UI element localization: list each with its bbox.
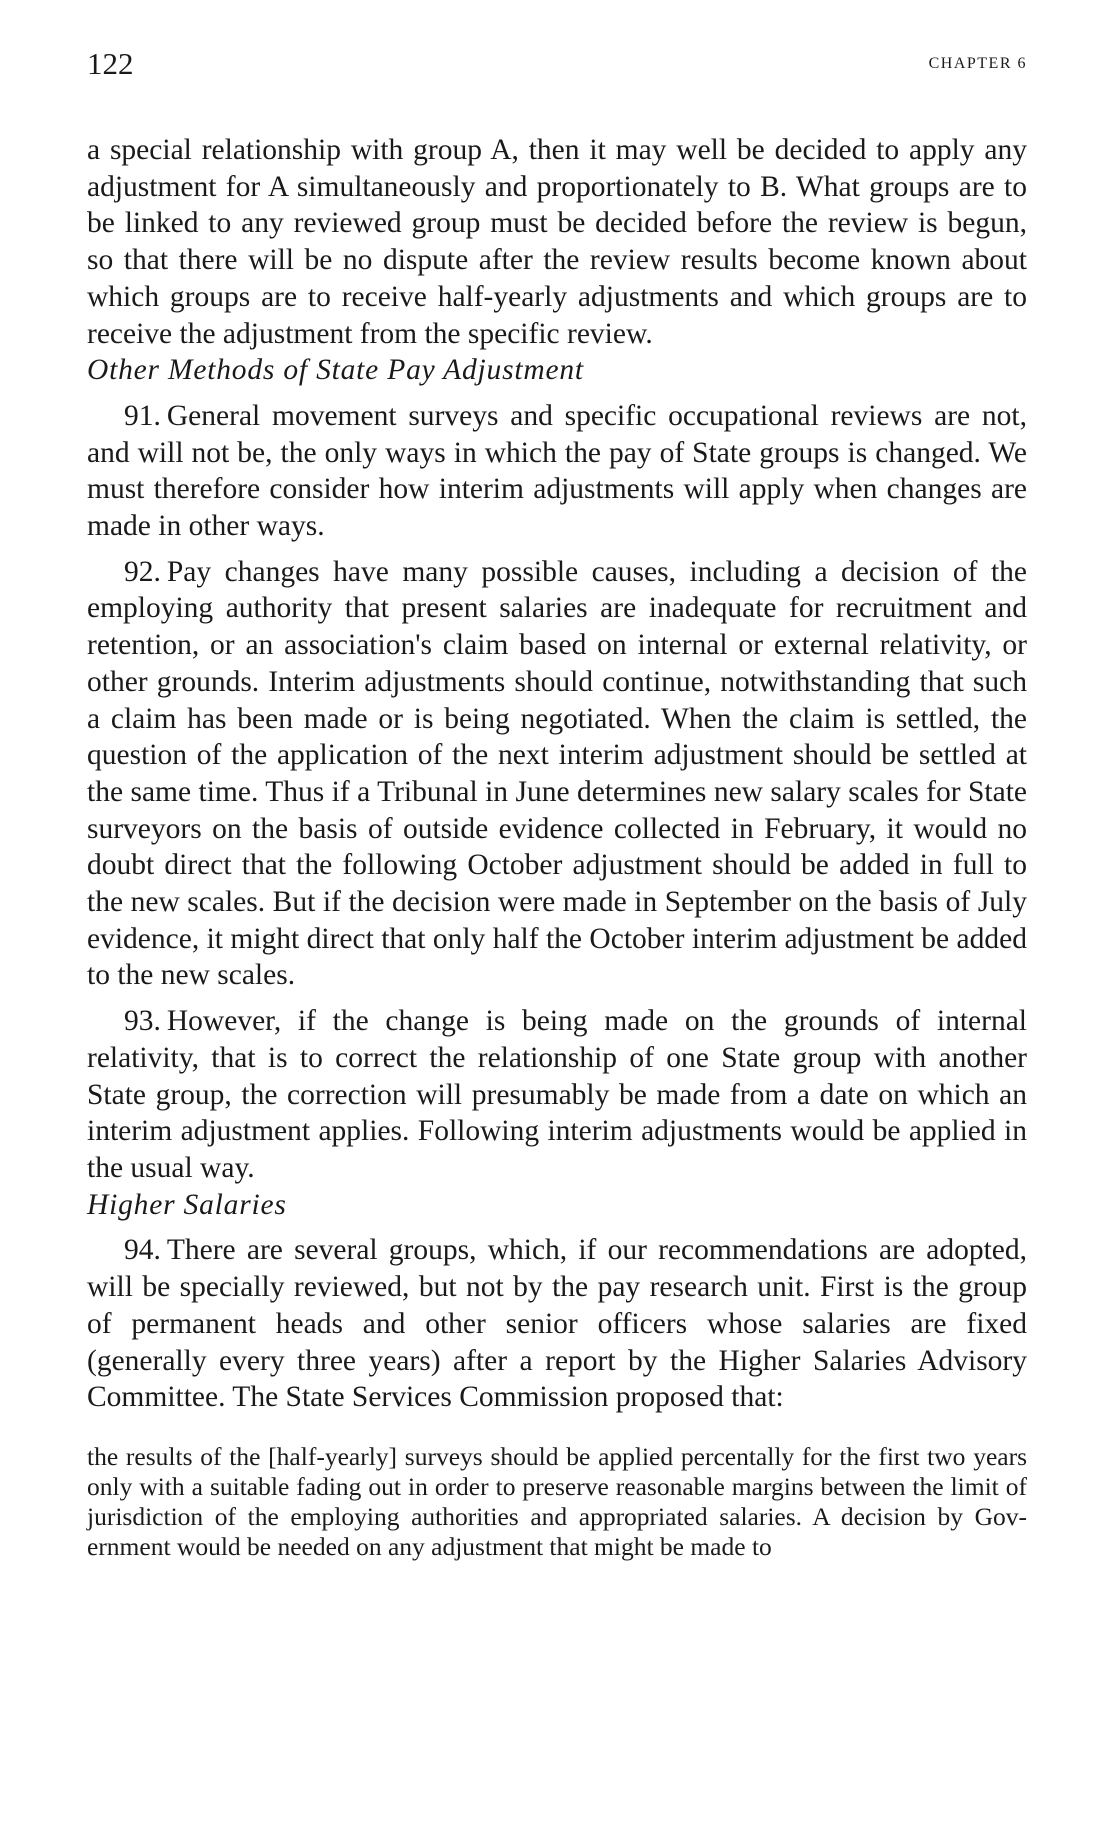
book-page bbox=[87, 44, 1027, 1562]
chapter-label: CHAPTER 6 bbox=[928, 55, 1027, 72]
paragraph-text: General movement surveys and specific occupational reviews are not, and will not be, the only ways in which the pay of State groups is changed. We must therefore consider how interim adjustments will apply when changes are made in other ways. bbox=[87, 399, 1027, 543]
running-head bbox=[87, 44, 1027, 84]
paragraph-number: 93. bbox=[124, 1005, 161, 1038]
paragraph-text: However, if the change is being made on the grounds of internal relativity, that is to correct the relationship of one State group with another State group, the correction will presumably be made from a date on which an interim adjustment applies. Following interim adjustments would be applied in the usual way. bbox=[87, 1005, 1027, 1184]
continuation-paragraph: a special relationship with group A, then it may well be decided to apply any adjustment for A simultaneously and proportionately to B. What groups are to be linked to any reviewed group must be decided before the review is begun, so that there will be no dispute after the review results become known about which groups are to receive half-yearly adjustments and which groups are to receive the adjustment from the specific review. bbox=[87, 134, 1027, 350]
paragraph-94 bbox=[87, 1232, 1027, 1416]
paragraph-number: 92. bbox=[124, 555, 161, 588]
section-heading-higher-salaries: Higher Salaries bbox=[87, 1188, 287, 1221]
paragraph-text: Pay changes have many possible causes, including a decision of the employing authority that present salaries are inadequate for recruitment and retention, or an association's claim based on internal or external relativity, or other grounds. Interim adjustments should continue, notwithstanding that such a claim has been made or is being negotiated. When the claim is settled, the question of the application of the next interim adjustment should be settled at the same time. Thus if a Tribunal in June determines new salary scales for State surveyors on the basis of outside evidence collected in February, it would no doubt direct that the following October adjustment should be added in full to the new scales. But if the decision were made in September on the basis of July evidence, it might direct that only half the October interim adjustment be added to the new scales. bbox=[87, 555, 1027, 992]
paragraph-text: There are several groups, which, if our recommendations are adopted, will be specially reviewed, but not by the pay research unit. First is the group of permanent heads and other senior officers whose salaries are fixed (generally every three years) after a report by the Higher Salaries Advisory Committee. The State Services Commission proposed that: bbox=[87, 1234, 1027, 1414]
paragraph-number: 91. bbox=[124, 399, 161, 432]
paragraph-93 bbox=[87, 1003, 1027, 1187]
paragraph-91 bbox=[87, 398, 1027, 545]
paragraph-number: 94. bbox=[124, 1234, 161, 1267]
paragraph-92 bbox=[87, 554, 1027, 994]
page-number: 122 bbox=[87, 46, 134, 81]
block-quotation: the results of the [half-yearly] surveys should be applied percentally for the first two years only with a suitable fading out in order to preserve reasonable margins between the limit of jurisdiction of the employing authorities and appropriated salaries. A decision by Government would be needed on any adjustment that might be made to bbox=[87, 1441, 1027, 1561]
section-heading-other-methods: Other Methods of State Pay Adjustment bbox=[87, 354, 584, 387]
